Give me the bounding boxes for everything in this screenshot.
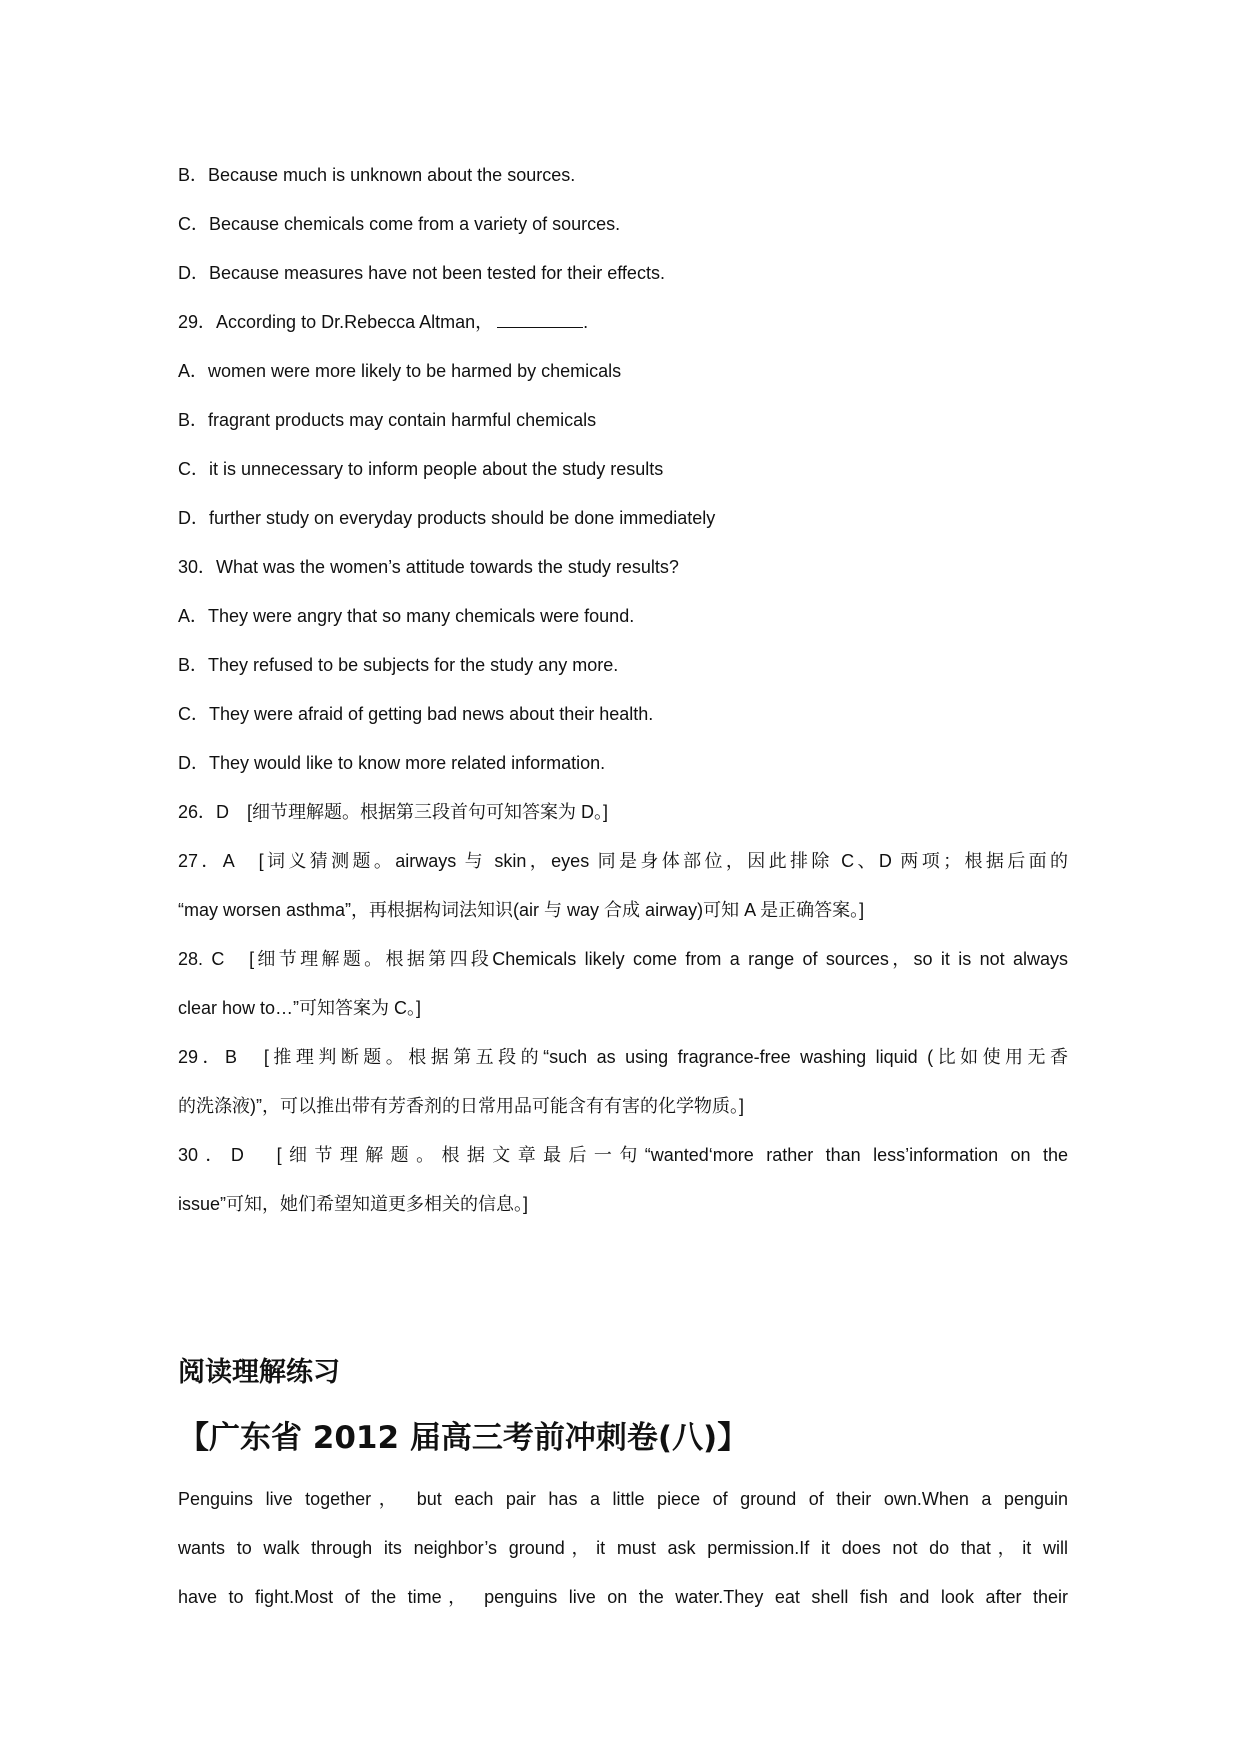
q28-option-b: B．Because much is unknown about the sources. <box>178 165 576 185</box>
section-title: 阅读理解练习 <box>178 1357 340 1388</box>
q28-option-d: D．Because measures have not been tested for their effects. <box>178 263 665 283</box>
q29-option-b: B．fragrant products may contain harmful chemicals <box>178 410 597 430</box>
q28-option-c: C．Because chemicals come from a variety of sources. <box>178 214 621 234</box>
q30-option-d: D．They would like to know more related information. <box>178 753 606 773</box>
answer-27-line-1: 27．A [词义猜测题。airways 与 skin，eyes 同是身体部位，因此排除 C、D 两项；根据后面的 <box>178 851 1068 871</box>
answer-30-line-1: 30．D [细节理解题。根据文章最后一句“wanted‘more rather than less’information on the <box>178 1145 1068 1165</box>
q30-option-a: A．They were angry that so many chemicals were found. <box>178 606 635 626</box>
answer-30-line-2: issue”可知，她们希望知道更多相关的信息。] <box>178 1194 529 1214</box>
answer-blank <box>497 311 583 328</box>
q29-stem-line <box>178 310 1068 334</box>
answer-29-line-2: 的洗涤液)”，可以推出带有芳香剂的日常用品可能含有有害的化学物质。] <box>178 1096 744 1116</box>
q29-stem-end: . <box>583 312 589 332</box>
passage-line-3: have to fight.Most of the time， penguins live on the water.They eat shell fish and look after their <box>178 1587 1068 1607</box>
answer-28-line-2: clear how to…”可知答案为 C。] <box>178 998 422 1018</box>
q29-option-d: D．further study on everyday products should be done immediately <box>178 508 716 528</box>
q30-option-c: C．They were afraid of getting bad news about their health. <box>178 704 654 724</box>
q30-option-b: B．They refused to be subjects for the study any more. <box>178 655 619 675</box>
answer-27-line-2: “may worsen asthma”，再根据构词法知识(air 与 way 合成 airway)可知 A 是正确答案。] <box>178 900 865 920</box>
answer-28-line-1: 28. C [细节理解题。根据第四段Chemicals likely come from a range of sources，so it is not always <box>178 949 1068 969</box>
q29-option-c: C．it is unnecessary to inform people about the study results <box>178 459 664 479</box>
answer-29-line-1: 29．B [推理判断题。根据第五段的“such as using fragrance-free washing liquid (比如使用无香 <box>178 1047 1068 1067</box>
q30-stem: 30．What was the women’s attitude towards the study results? <box>178 557 679 577</box>
source-title: 【广东省 2012 届高三考前冲刺卷(八)】 <box>178 1420 749 1456</box>
passage-line-2: wants to walk through its neighbor’s ground，it must ask permission.If it does not do that，it will <box>178 1538 1068 1558</box>
passage-line-1: Penguins live together， but each pair has a little piece of ground of their own.When a penguin <box>178 1489 1068 1509</box>
q29-option-a: A．women were more likely to be harmed by chemicals <box>178 361 622 381</box>
q29-stem: 29．According to Dr.Rebecca Altman， <box>178 312 494 332</box>
answer-26: 26．D [细节理解题。根据第三段首句可知答案为 D。] <box>178 802 609 822</box>
